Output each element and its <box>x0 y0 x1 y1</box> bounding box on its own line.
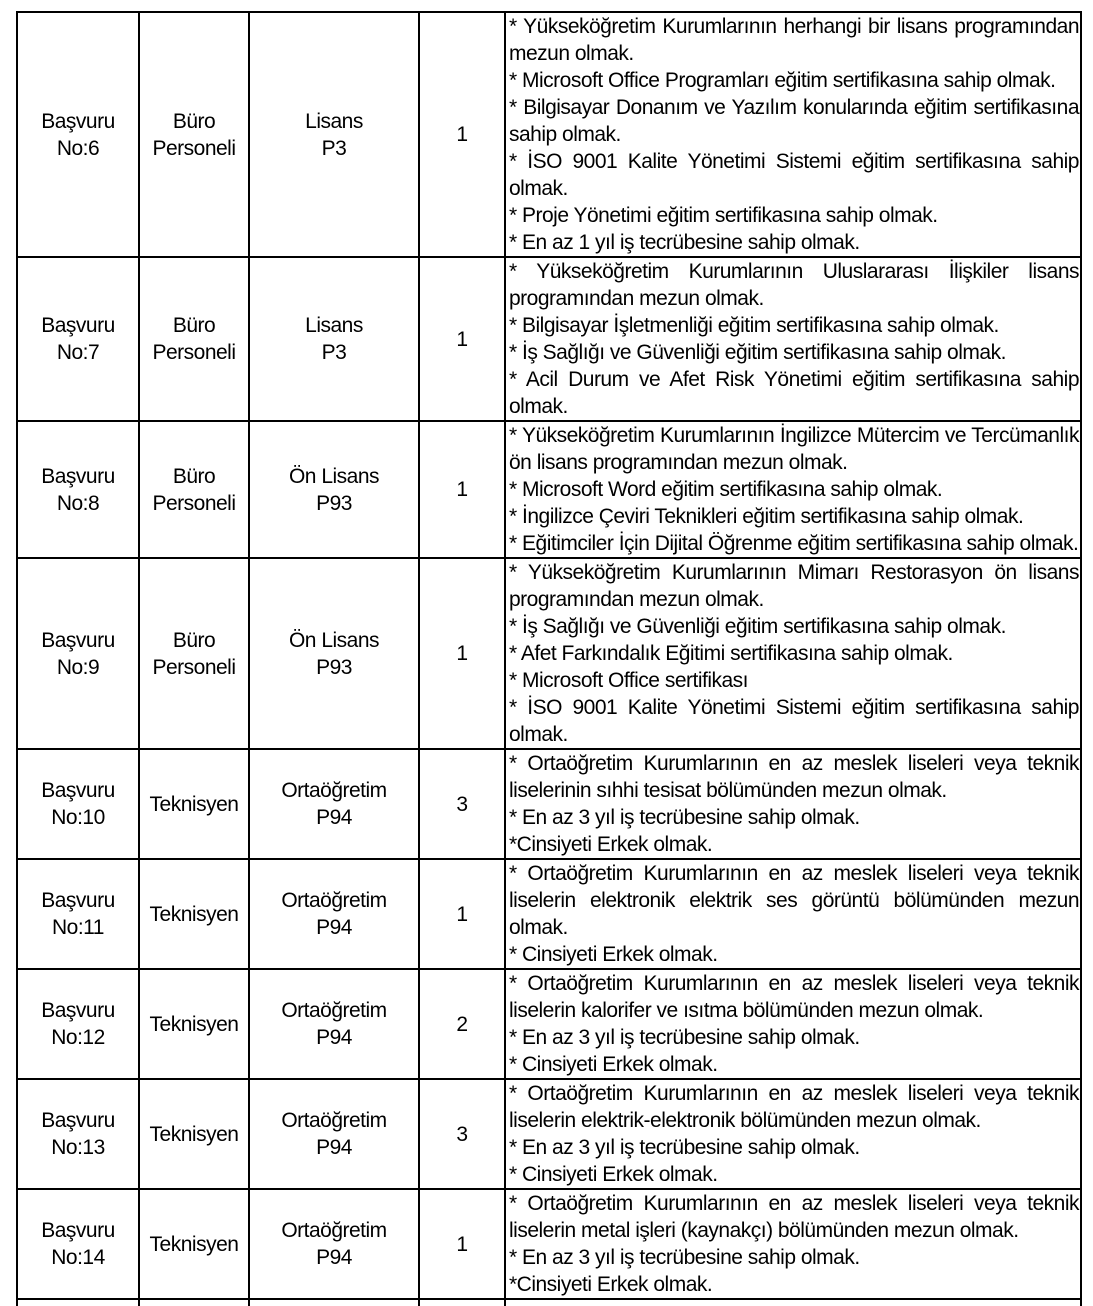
education-cell-line: Ön Lisans <box>288 464 380 488</box>
requirement-item: * İş Sağlığı ve Güvenliği eğitim sertifikasına sahip olmak. <box>509 615 1006 638</box>
requirement-item: * Yükseköğretim Kurumlarının herhangi bir lisans programından mezun olmak. <box>509 15 1079 65</box>
application-no-cell-line: Başvuru <box>41 779 115 802</box>
requirement-item: * Microsoft Word eğitim sertifikasına sahip olmak. <box>509 478 943 501</box>
empty-cell <box>139 1299 249 1306</box>
requirements-cell <box>505 421 1081 558</box>
requirement-item: * En az 1 yıl iş tecrübesine sahip olmak. <box>509 231 860 254</box>
requirement-item: * Yükseköğretim Kurumlarının İngilizce Mütercim ve Tercümanlık ön lisans programından mezun olmak. <box>509 424 1079 474</box>
table-row-partial <box>17 1299 1081 1306</box>
requirement-item: * En az 3 yıl iş tecrübesine sahip olmak. <box>509 1246 860 1269</box>
table-row <box>17 257 1081 421</box>
requirement-item: * İSO 9001 Kalite Yönetimi Sistemi eğitim sertifikasına sahip olmak. <box>509 150 1079 200</box>
education-cell-line: P3 <box>321 136 347 160</box>
requirement-item: * En az 3 yıl iş tecrübesine sahip olmak. <box>509 1136 860 1159</box>
requirement-item: * Cinsiyeti Erkek olmak. <box>509 1163 718 1186</box>
position-cell-line: Personeli <box>152 655 236 679</box>
count-cell: 2 <box>419 969 505 1079</box>
application-no-cell <box>17 1189 139 1299</box>
application-no-cell <box>17 421 139 558</box>
requirements-cell <box>505 1079 1081 1189</box>
application-no-cell <box>17 12 139 257</box>
count-cell: 1 <box>419 558 505 749</box>
application-no-cell-line: No:7 <box>56 341 100 364</box>
position-cell <box>139 558 249 749</box>
education-cell-line: Lisans <box>305 109 363 133</box>
education-cell <box>249 749 419 859</box>
position-cell <box>139 12 249 257</box>
requirement-item: * Ortaöğretim Kurumlarının en az meslek liseleri veya teknik liselerin elektronik elektrik ses görüntü bölümünden mezun olmak. <box>509 862 1079 939</box>
position-cell <box>139 969 249 1079</box>
requirement-item: * Cinsiyeti Erkek olmak. <box>509 943 718 966</box>
empty-cell <box>505 1299 1081 1306</box>
application-no-cell-line: Başvuru <box>41 1109 115 1132</box>
table-row <box>17 1079 1081 1189</box>
table-body <box>17 12 1081 1306</box>
education-cell <box>249 558 419 749</box>
education-cell-line: P93 <box>316 655 352 679</box>
position-cell <box>139 859 249 969</box>
requirement-item: * Microsoft Office Programları eğitim sertifikasına sahip olmak. <box>509 69 1056 92</box>
requirement-item: * İngilizce Çeviri Teknikleri eğitim sertifikasına sahip olmak. <box>509 505 1024 528</box>
position-cell <box>139 1079 249 1189</box>
position-cell <box>139 749 249 859</box>
table-row <box>17 558 1081 749</box>
requirements-cell <box>505 1189 1081 1299</box>
education-cell-line: Ortaöğretim <box>281 1219 387 1242</box>
education-cell-line: P3 <box>321 341 347 364</box>
requirement-item: * Ortaöğretim Kurumlarının en az meslek liseleri veya teknik liselerin metal işleri (kaynakçı) bölümünden mezun olmak. <box>509 1192 1079 1242</box>
requirements-cell <box>505 859 1081 969</box>
empty-cell <box>17 1299 139 1306</box>
requirements-cell <box>505 12 1081 257</box>
application-no-cell-line: No:14 <box>51 1246 105 1269</box>
empty-cell <box>419 1299 505 1306</box>
position-cell-line: Büro <box>172 628 216 652</box>
application-no-cell-line: Başvuru <box>41 628 115 652</box>
application-no-cell-line: Başvuru <box>41 464 115 488</box>
requirement-item: *Cinsiyeti Erkek olmak. <box>509 833 713 856</box>
position-cell-line: Teknisyen <box>149 902 239 926</box>
requirements-cell <box>505 257 1081 421</box>
application-no-cell-line: Başvuru <box>41 314 115 337</box>
application-no-cell-line: Başvuru <box>41 999 115 1022</box>
position-cell <box>139 421 249 558</box>
count-cell: 1 <box>419 257 505 421</box>
education-cell <box>249 1079 419 1189</box>
requirement-item: * Eğitimciler İçin Dijital Öğrenme eğitim sertifikasına sahip olmak. <box>509 532 1079 555</box>
application-no-cell-line: No:10 <box>51 806 105 829</box>
requirement-item: * İş Sağlığı ve Güvenliği eğitim sertifikasına sahip olmak. <box>509 341 1006 364</box>
requirement-item: * Ortaöğretim Kurumlarının en az meslek liseleri veya teknik liselerinin sıhhi tesisat bölümünden mezun olmak. <box>509 752 1079 802</box>
education-cell-line: Ortaöğretim <box>281 1109 387 1132</box>
table-row <box>17 749 1081 859</box>
requirement-item: * Afet Farkındalık Eğitimi sertifikasına sahip olmak. <box>509 642 953 665</box>
application-no-cell-line: No:8 <box>56 491 100 515</box>
position-cell <box>139 257 249 421</box>
requirement-item: * Bilgisayar Donanım ve Yazılım konularında eğitim sertifikasına sahip olmak. <box>509 96 1079 146</box>
education-cell-line: P93 <box>316 491 352 515</box>
requirement-item: * Proje Yönetimi eğitim sertifikasına sahip olmak. <box>509 204 938 227</box>
requirements-cell <box>505 558 1081 749</box>
requirement-item: * Ortaöğretim Kurumlarının en az meslek liseleri veya teknik liselerin kalorifer ve ısıtma bölümünden mezun olmak. <box>509 972 1079 1022</box>
application-no-cell <box>17 969 139 1079</box>
education-cell <box>249 969 419 1079</box>
count-cell: 3 <box>419 1079 505 1189</box>
application-no-cell-line: No:12 <box>51 1026 105 1049</box>
requirement-item: * Yükseköğretim Kurumlarının Mimarı Restorasyon ön lisans programından mezun olmak. <box>509 561 1079 611</box>
education-cell <box>249 12 419 257</box>
application-no-cell-line: No:13 <box>51 1136 105 1159</box>
education-cell-line: P94 <box>316 916 352 939</box>
position-cell-line: Personeli <box>152 341 236 364</box>
education-cell-line: P94 <box>316 806 352 829</box>
count-cell: 3 <box>419 749 505 859</box>
application-no-cell <box>17 749 139 859</box>
count-cell: 1 <box>419 421 505 558</box>
position-cell <box>139 1189 249 1299</box>
education-cell-line: Ortaöğretim <box>281 999 387 1022</box>
requirement-item: * Microsoft Office sertifikası <box>509 669 749 692</box>
position-cell-line: Büro <box>172 464 216 488</box>
position-cell-line: Büro <box>172 314 216 337</box>
education-cell-line: Ortaöğretim <box>281 779 387 802</box>
table-row <box>17 421 1081 558</box>
requirement-item: * En az 3 yıl iş tecrübesine sahip olmak. <box>509 806 860 829</box>
education-cell <box>249 1189 419 1299</box>
application-no-cell-line: No:6 <box>56 136 100 160</box>
application-no-cell <box>17 859 139 969</box>
positions-table <box>16 11 1082 1306</box>
education-cell <box>249 421 419 558</box>
requirement-item: * En az 3 yıl iş tecrübesine sahip olmak. <box>509 1026 860 1049</box>
table-row <box>17 859 1081 969</box>
education-cell-line: P94 <box>316 1246 352 1269</box>
requirement-item: * Yükseköğretim Kurumlarının Uluslararası İlişkiler lisans programından mezun olmak. <box>509 260 1079 310</box>
table-row <box>17 969 1081 1079</box>
education-cell-line: P94 <box>316 1026 352 1049</box>
application-no-cell-line: No:9 <box>56 655 100 679</box>
position-cell-line: Personeli <box>152 136 236 160</box>
table-row <box>17 12 1081 257</box>
position-cell-line: Personeli <box>152 491 236 515</box>
count-cell: 1 <box>419 12 505 257</box>
application-no-cell <box>17 1079 139 1189</box>
position-cell-line: Teknisyen <box>149 792 239 816</box>
position-cell-line: Teknisyen <box>149 1122 239 1146</box>
requirements-cell <box>505 749 1081 859</box>
application-no-cell-line: Başvuru <box>41 889 115 912</box>
requirement-item: * Cinsiyeti Erkek olmak. <box>509 1053 718 1076</box>
education-cell-line: P94 <box>316 1136 352 1159</box>
empty-cell <box>249 1299 419 1306</box>
requirement-item: * Bilgisayar İşletmenliği eğitim sertifikasına sahip olmak. <box>509 314 999 337</box>
count-cell: 1 <box>419 1189 505 1299</box>
education-cell-line: Ortaöğretim <box>281 889 387 912</box>
requirements-cell <box>505 969 1081 1079</box>
application-no-cell-line: Başvuru <box>41 109 115 133</box>
requirement-item: *Cinsiyeti Erkek olmak. <box>509 1273 713 1296</box>
requirement-item: * İSO 9001 Kalite Yönetimi Sistemi eğitim sertifikasına sahip olmak. <box>509 696 1079 746</box>
position-cell-line: Teknisyen <box>149 1012 239 1036</box>
education-cell-line: Ön Lisans <box>288 628 380 652</box>
requirement-item: * Ortaöğretim Kurumlarının en az meslek liseleri veya teknik liselerin elektrik-elektronik bölümünden mezun olmak. <box>509 1082 1079 1132</box>
education-cell <box>249 257 419 421</box>
application-no-cell-line: Başvuru <box>41 1219 115 1242</box>
position-cell-line: Büro <box>172 109 216 133</box>
education-cell <box>249 859 419 969</box>
education-cell-line: Lisans <box>305 314 363 337</box>
requirement-item: * Acil Durum ve Afet Risk Yönetimi eğitim sertifikasına sahip olmak. <box>509 368 1079 418</box>
application-no-cell <box>17 558 139 749</box>
application-no-cell-line: No:11 <box>52 916 104 939</box>
position-cell-line: Teknisyen <box>149 1232 239 1256</box>
table-row <box>17 1189 1081 1299</box>
application-no-cell <box>17 257 139 421</box>
count-cell: 1 <box>419 859 505 969</box>
